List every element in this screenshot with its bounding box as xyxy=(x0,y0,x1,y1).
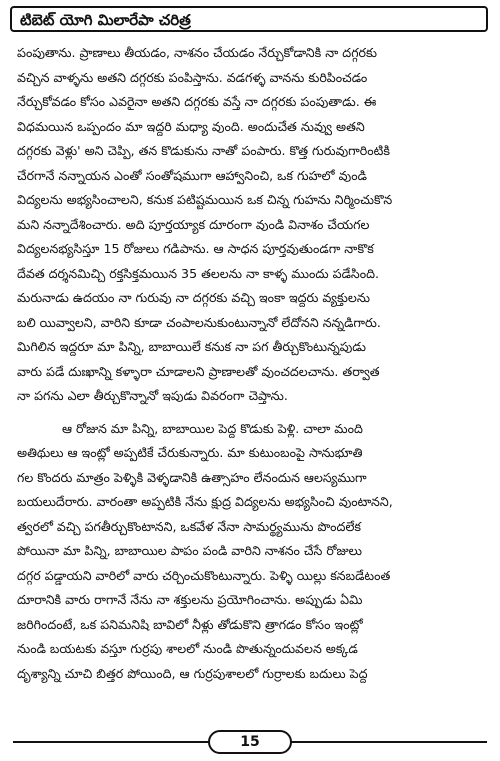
text-line: బలి యివ్వాలని, వారిని కూడా చంపాలనుకుంటున్నానో లేదోనని నన్నడిగారు. xyxy=(17,314,381,330)
page-body xyxy=(17,41,487,686)
paragraph-1 xyxy=(17,41,487,409)
paragraph-2 xyxy=(17,417,487,687)
text-line: అతిథులు ఆ ఇంట్లో అప్పటికే చేరుకున్నారు. మా కుటుంబంపై సానుభూతి xyxy=(17,445,363,460)
text-line: పంపుతాను. ప్రాణాలు తీయడం, నాశనం చేయడం నేర్చుకోడానికి నా దగ్గరకు xyxy=(17,45,377,60)
text-line: వారు పడే దుఃఖాన్ని కళ్ళారా చూడాలని ప్రాణాలతో వుంచదలచాను. తర్వాత xyxy=(17,363,380,379)
text-line: దేవత దర్శనమిచ్చి రక్తసిక్తమయిన 35 తలలను నా కాళ్ళ ముందు పడేసింది. xyxy=(17,265,380,281)
text-line: వచ్చిన వాళ్ళను అతని దగ్గరకు పంపిస్తాను. వడగళ్ళ వానను కురిపించడం xyxy=(17,69,368,85)
book-title: టిబెట్ యోగి మిలారేపా చరిత్ర xyxy=(20,11,191,29)
text-line: విద్యలను అభ్యసించాలని, కనుక పటిష్టమయిన ఒక చిన్న గుహను నిర్మించుకొన xyxy=(17,192,393,207)
text-line: గల కొందరు మాత్రం పెళ్ళికి వెళ్ళడానికి ఉత్సాహం లేనందున ఆలస్యముగా xyxy=(17,469,367,485)
text-line: మరునాడు ఉదయం నా గురువు నా దగ్గరకు వచ్చి ఇంకా ఇద్దరు వ్యక్తులను xyxy=(17,290,371,305)
text-line: బయలుదేరారు. వారంతా అప్పటికి నేను క్షుద్ర విద్యలను అభ్యసించి వుంటానని, xyxy=(17,494,393,509)
text-line: నా పగను ఎలా తీర్చుకొన్నానో ఇపుడు వివరంగా చెప్తాను. xyxy=(17,388,288,403)
text-line: నేర్చుకోవడం కోసం ఎవరైనా అతని దగ్గరకు వస్తే నా దగ్గరకు పంపుతాడు. ఈ xyxy=(17,94,377,109)
text-line: చేరగానే నన్నాయన ఎంతో సంతోషముగా ఆహ్వానించి, ఒక గుహలో వుండి xyxy=(17,167,367,183)
text-line: విధమయిన ఒప్పందం మా ఇద్దరి మధ్యా వుంది. అందుచేత నువ్వు అతని xyxy=(17,118,365,134)
text-line: ఆ రోజున మా పిన్ని, బాబాయిల పెద్ద కొడుకు పెళ్లి. చాలా మంది xyxy=(62,420,363,436)
text-line: జరిగిందంటే, ఒక పనిమనిషి బావిలో నీళ్లు తోడుకొని త్రాగడం కోసం ఇంట్లో xyxy=(17,616,363,632)
text-line: త్వరలో వచ్చి పగతీర్చుకొంటానని, ఒకవేళ నేనా సామర్థ్యమును పొందలేక xyxy=(17,518,361,534)
text-line: పోయినా మా పిన్ని, బాబాయిల పాపం పండి వారిని నాశనం చేసే రోజులు xyxy=(17,543,362,558)
text-line: దగ్గర పడ్డాయని వారిలో వారు చర్చించుకొంటున్నారు. పెళ్ళి యిల్లు కనబడేటంత xyxy=(17,567,391,583)
page-number: 15 xyxy=(208,730,292,754)
text-line: దూరానికి వారు రాగానే నేను నా శక్తులను ప్రయోగించాను. అప్పుడు ఏమి xyxy=(17,592,363,607)
text-line: దృశ్యాన్ని చూచి బిత్తర పోయింది, ఆ గుర్రపుశాలలో గుర్రాలకు బదులు పెద్ద xyxy=(17,665,368,681)
text-line: విద్యలనభ్యసిస్తూ 15 రోజులు గడిపాను. ఆ సాధన పూర్తవుతుండగా నాకొక xyxy=(17,241,374,256)
text-line: మిగిలిన ఇద్దరూ మా పిన్ని, బాబాయిలే కనుక నా పగ తీర్చుకొంటున్నపుడు xyxy=(17,339,366,354)
text-line: దగ్గరకు వెళ్లు' అని చెప్పి, తన కొడుకును నాతో పంపారు. కొత్త గురువుగారింటికి xyxy=(17,143,390,158)
text-line: నుండి బయటకు వస్తూ గుర్రపు శాలలో నుండి పొతున్నందువలన అక్కడ xyxy=(17,641,358,656)
text-line: మని నన్నాదేశించారు. అది పూర్తయ్యాక దూరంగా వుండి వినాశం చేయగల xyxy=(17,216,370,232)
running-header xyxy=(10,6,488,32)
